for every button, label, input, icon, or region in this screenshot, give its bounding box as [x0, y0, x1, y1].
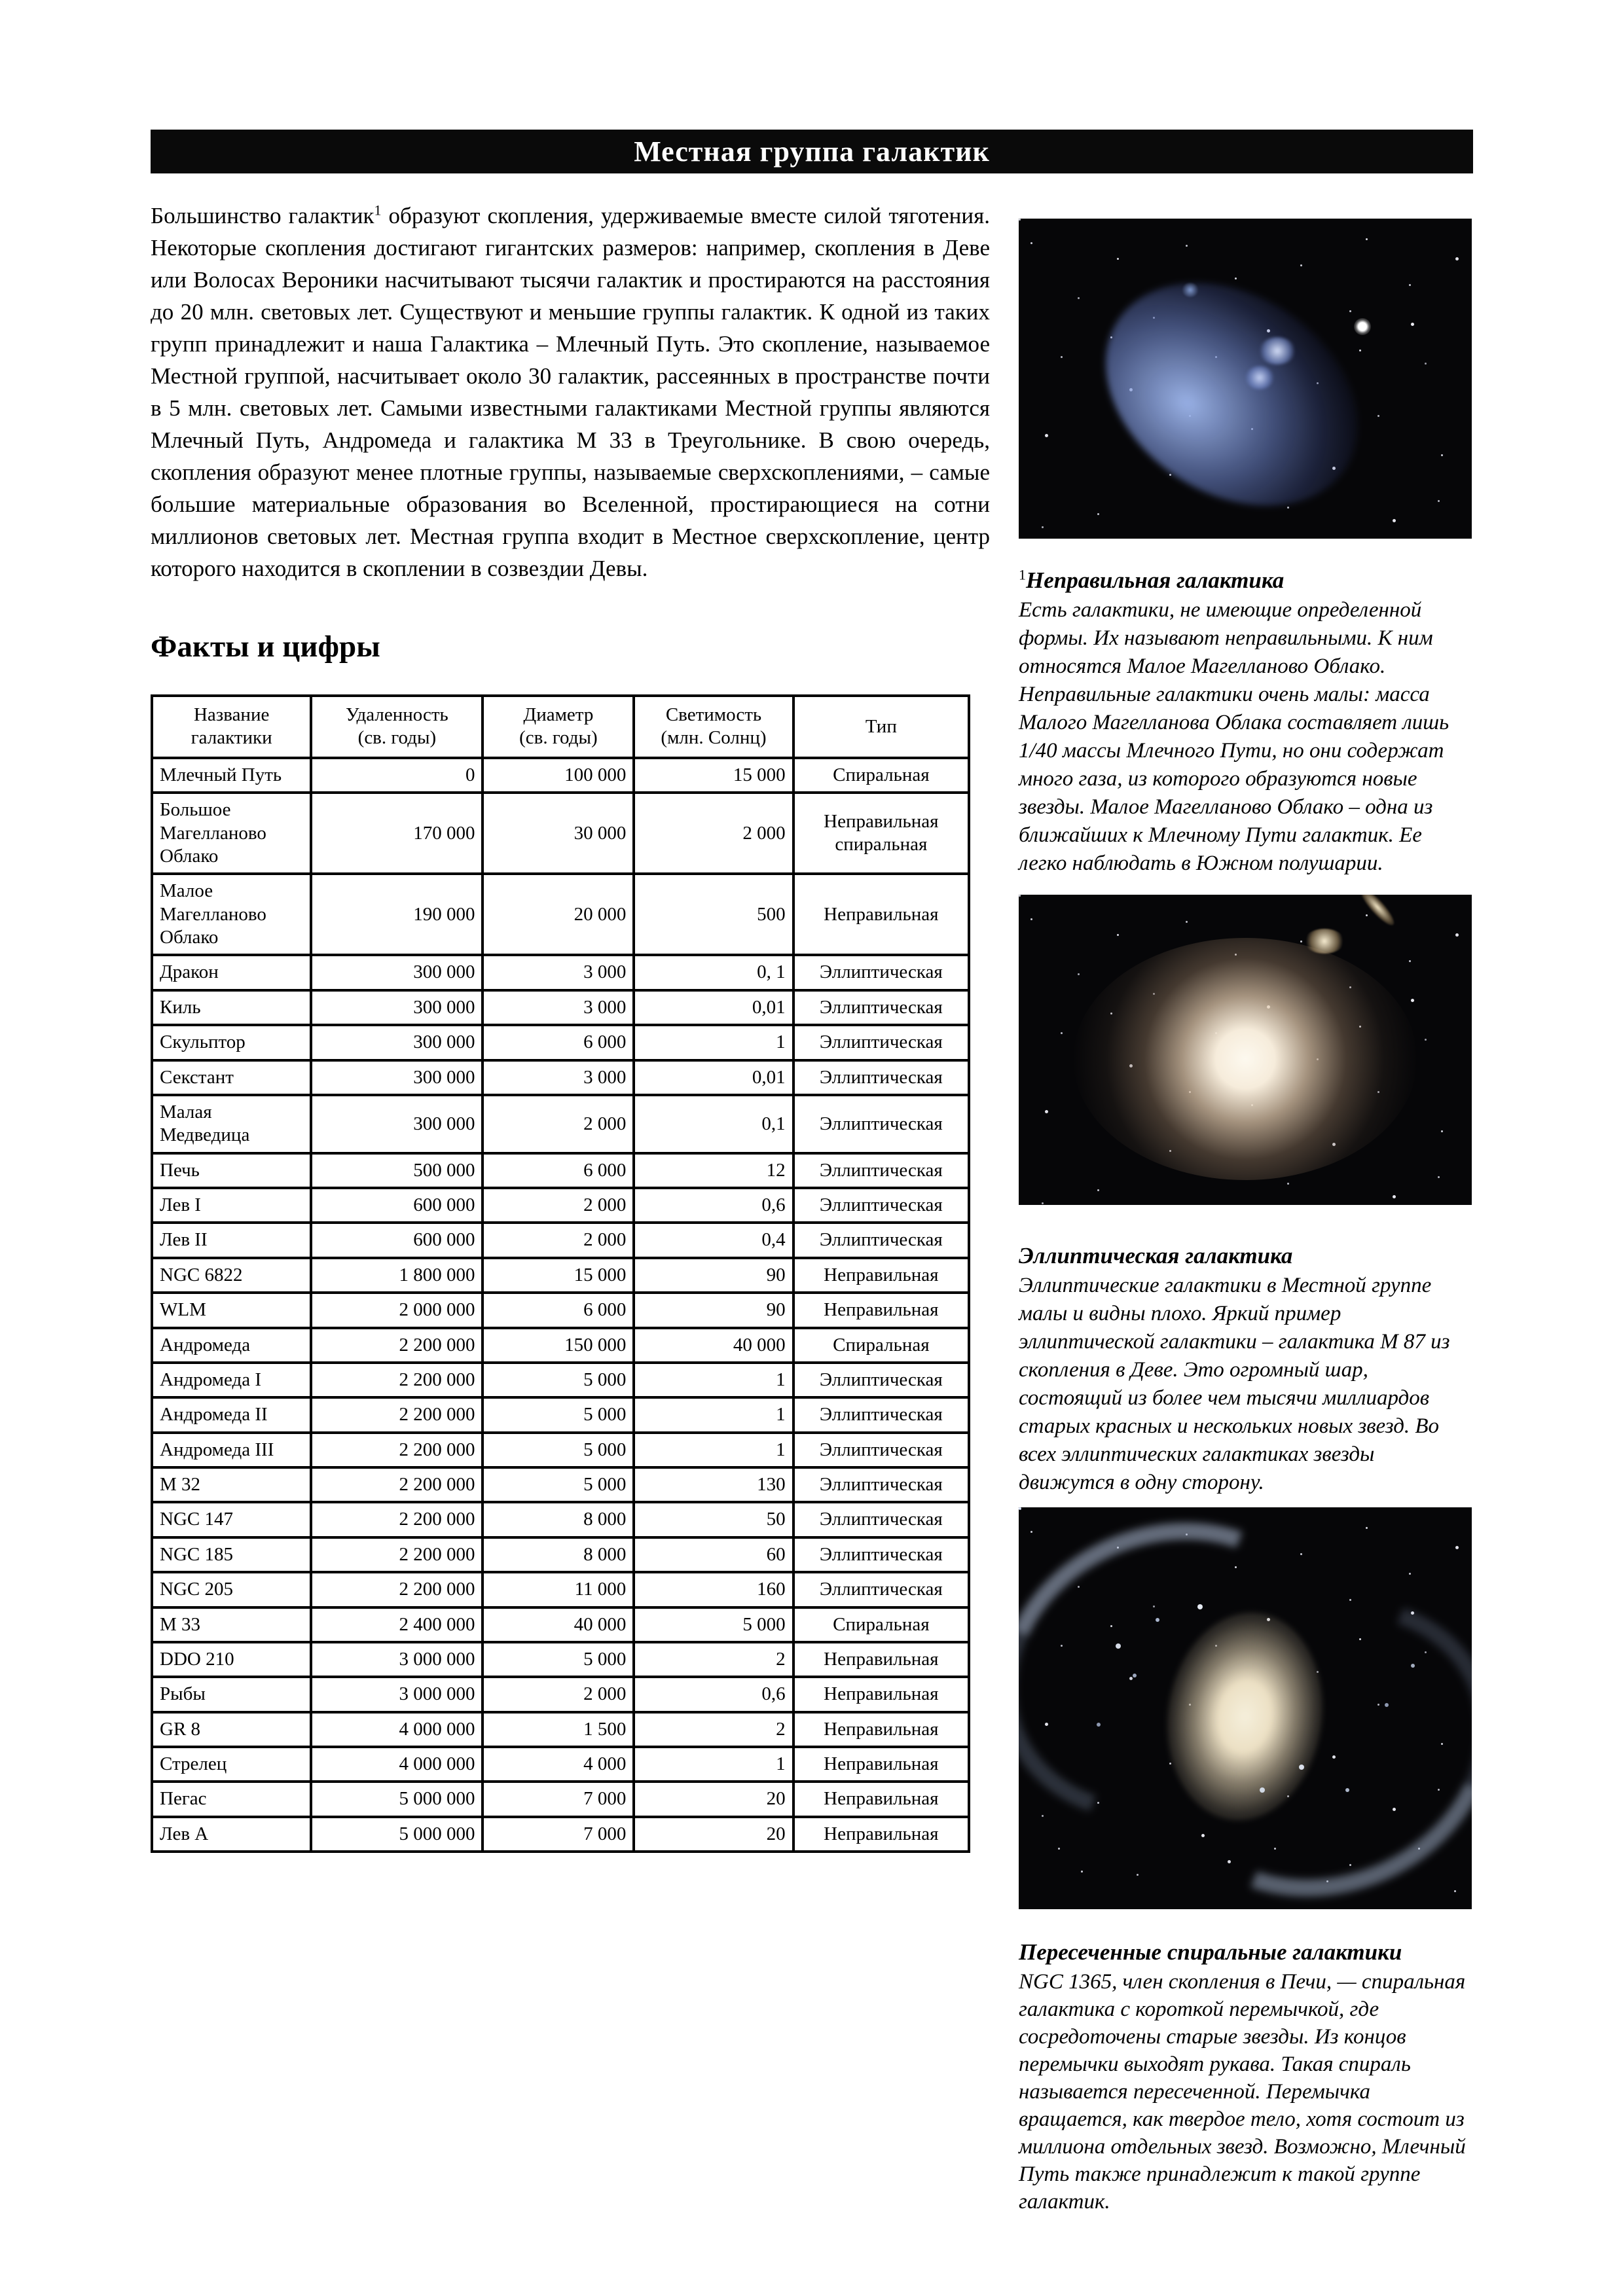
table-cell: Эллиптическая [793, 1363, 969, 1397]
table-cell: 2 400 000 [311, 1607, 483, 1642]
table-cell: 0,6 [634, 1677, 793, 1712]
table-cell: 1 [634, 1363, 793, 1397]
table-cell: 1 500 [483, 1712, 634, 1747]
galaxy-blob [1064, 238, 1400, 539]
table-row [152, 1572, 969, 1607]
intro-text-rest: образуют скопления, удерживаемые вместе силой тяготения. Некоторые скопления достигают гигантских размеров: например, скопления в Деве или Волосах Вероники насчитывают тысячи галактик и простираются на расстояния до 20 млн. световых лет. Существуют и меньшие группы галактик. К одной из таких групп принадлежит и наша Галактика – Млечный Путь. Это скопление, называемое Местной группой, насчитывает около 30 галактик, рассеянных в пространстве почти в 5 млн. световых лет. Самыми известными галактиками Местной группы являются Млечный Путь, Андромеда и галактика М 33 в Треугольнике. В свою очередь, скопления образуют менее плотные группы, называемые сверхскоплениями, – самые большие материальные образования во Вселенной, простирающиеся на сотни миллионов световых лет. Местная группа входит в Местное сверхскопление, центр которого находится в скоплении в созвездии Девы. [151, 203, 990, 581]
table-cell: 190 000 [311, 874, 483, 955]
table-cell: 8 000 [483, 1502, 634, 1537]
table-cell: 150 000 [483, 1328, 634, 1363]
table-cell: Эллиптическая [793, 1223, 969, 1257]
table-cell: 5 000 000 [311, 1817, 483, 1852]
table-row [152, 1747, 969, 1782]
table-cell: 1 800 000 [311, 1258, 483, 1293]
table-cell: 15 000 [634, 758, 793, 793]
main-column [151, 200, 990, 1853]
table-cell: Эллиптическая [793, 1397, 969, 1432]
table-cell: 1 [634, 1025, 793, 1060]
table-cell: 500 000 [311, 1153, 483, 1188]
table-cell: 90 [634, 1293, 793, 1327]
table-cell: 3 000 000 [311, 1677, 483, 1712]
barred-spiral-caption [1019, 1938, 1472, 2215]
table-cell: Неправильная спиральная [793, 793, 969, 874]
table-row [152, 1817, 969, 1852]
table-cell: Неправильная [793, 1817, 969, 1852]
facts-table [151, 694, 970, 1853]
table-cell: 5 000 [483, 1397, 634, 1432]
table-cell: 30 000 [483, 793, 634, 874]
irregular-galaxy-photo [1019, 219, 1472, 539]
table-header-row [152, 696, 969, 758]
table-row [152, 1328, 969, 1363]
table-cell: 0,4 [634, 1223, 793, 1257]
table-cell: Эллиптическая [793, 1467, 969, 1502]
table-cell: Пегас [152, 1782, 311, 1816]
table-cell: 0,01 [634, 1060, 793, 1095]
table-cell: Андромеда I [152, 1363, 311, 1397]
table-cell: 2 000 [483, 1095, 634, 1153]
table-cell: 0,6 [634, 1188, 793, 1223]
star-knots [1019, 1507, 1021, 1510]
table-cell: GR 8 [152, 1712, 311, 1747]
table-cell: Андромеда III [152, 1433, 311, 1467]
table-cell: 4 000 000 [311, 1712, 483, 1747]
table-cell: 5 000 [634, 1607, 793, 1642]
table-cell: 50 [634, 1502, 793, 1537]
table-cell: 2 200 000 [311, 1397, 483, 1432]
table-cell: 3 000 [483, 955, 634, 990]
table-row [152, 1188, 969, 1223]
table-cell: NGC 185 [152, 1537, 311, 1572]
title-bar [151, 130, 1473, 173]
table-cell: 90 [634, 1258, 793, 1293]
table-cell: Эллиптическая [793, 990, 969, 1025]
table-cell: 2 200 000 [311, 1572, 483, 1607]
table-cell: 600 000 [311, 1223, 483, 1257]
table-cell: 20 [634, 1817, 793, 1852]
table-row [152, 1642, 969, 1677]
table-cell: Эллиптическая [793, 1060, 969, 1095]
table-cell: М 33 [152, 1607, 311, 1642]
table-cell: 2 000 [483, 1188, 634, 1223]
table-cell: 500 [634, 874, 793, 955]
table-cell: 2 200 000 [311, 1433, 483, 1467]
table-cell: Эллиптическая [793, 1502, 969, 1537]
table-cell: NGC 205 [152, 1572, 311, 1607]
table-cell: Эллиптическая [793, 1153, 969, 1188]
footnote-marker: 1 [374, 202, 382, 219]
table-cell: 2 200 000 [311, 1363, 483, 1397]
table-header-cell: Диаметр (св. годы) [483, 696, 634, 758]
caption-heading-text: Неправильная галактика [1026, 567, 1285, 593]
table-cell: Эллиптическая [793, 1433, 969, 1467]
table-cell: NGC 147 [152, 1502, 311, 1537]
companion-galaxy [1304, 929, 1345, 954]
caption-heading-text: Пересеченные спиральные галактики [1019, 1939, 1402, 1965]
table-cell: WLM [152, 1293, 311, 1327]
table-cell: 130 [634, 1467, 793, 1502]
table-cell: 20 000 [483, 874, 634, 955]
table-cell: Эллиптическая [793, 1095, 969, 1153]
table-header-cell: Тип [793, 696, 969, 758]
table-row [152, 1712, 969, 1747]
intro-text-start: Большинство галактик [151, 203, 374, 228]
table-cell: 1 [634, 1397, 793, 1432]
table-cell: Млечный Путь [152, 758, 311, 793]
table-cell: Лев I [152, 1188, 311, 1223]
facts-heading: Факты и цифры [151, 630, 380, 664]
table-cell: 300 000 [311, 990, 483, 1025]
table-cell: 300 000 [311, 1060, 483, 1095]
table-cell: Андромеда II [152, 1397, 311, 1432]
table-cell: 600 000 [311, 1188, 483, 1223]
table-cell: 1 [634, 1433, 793, 1467]
table-row [152, 955, 969, 990]
table-cell: Малая Медведица [152, 1095, 311, 1153]
table-row [152, 1153, 969, 1188]
table-cell: 3 000 [483, 1060, 634, 1095]
table-row [152, 990, 969, 1025]
table-cell: 12 [634, 1153, 793, 1188]
bright-star [1354, 318, 1371, 335]
table-cell: 2 [634, 1642, 793, 1677]
table-cell: 11 000 [483, 1572, 634, 1607]
table-row [152, 1607, 969, 1642]
table-cell: 2 000 000 [311, 1293, 483, 1327]
irregular-galaxy-caption [1019, 566, 1472, 878]
table-cell: Неправильная [793, 1677, 969, 1712]
table-cell: 0 [311, 758, 483, 793]
table-cell: DDO 210 [152, 1642, 311, 1677]
table-cell: Печь [152, 1153, 311, 1188]
table-row [152, 1502, 969, 1537]
table-cell: 2 000 [483, 1677, 634, 1712]
table-row [152, 1467, 969, 1502]
table-cell: 160 [634, 1572, 793, 1607]
intro-paragraph [151, 200, 990, 584]
facts-table-body [152, 758, 969, 1852]
table-cell: 7 000 [483, 1817, 634, 1852]
table-cell: Эллиптическая [793, 1537, 969, 1572]
caption-text: NGC 1365, член скопления в Печи, — спиральная галактика с короткой перемычкой, где сосредоточены старые звезды. Из концов перемычки выходят рукава. Такая спираль называется пересеченной. Перемычка вращается, как твердое тело, хотя состоит из миллиона отдельных звезд. Возможно, Млечный Путь также принадлежит к такой группе галактик. [1019, 1970, 1466, 2214]
table-cell: Неправильная [793, 1712, 969, 1747]
table-cell: Эллиптическая [793, 1188, 969, 1223]
table-cell: Неправильная [793, 1293, 969, 1327]
table-cell: 60 [634, 1537, 793, 1572]
table-cell: 300 000 [311, 1025, 483, 1060]
table-row [152, 758, 969, 793]
table-row [152, 874, 969, 955]
table-cell: 15 000 [483, 1258, 634, 1293]
barred-spiral-galaxy-photo [1019, 1507, 1472, 1909]
companion-galaxy [1357, 895, 1398, 929]
table-cell: Неправильная [793, 1747, 969, 1782]
table-cell: Андромеда [152, 1328, 311, 1363]
table-cell: NGC 6822 [152, 1258, 311, 1293]
table-row [152, 1433, 969, 1467]
table-cell: Эллиптическая [793, 1572, 969, 1607]
galaxy-knot [1245, 366, 1274, 389]
table-cell: Лев А [152, 1817, 311, 1852]
table-cell: Скульптор [152, 1025, 311, 1060]
table-cell: 4 000 000 [311, 1747, 483, 1782]
table-cell: Спиральная [793, 1607, 969, 1642]
caption-heading-text: Эллиптическая галактика [1019, 1243, 1293, 1268]
table-cell: 300 000 [311, 1095, 483, 1153]
table-row [152, 1782, 969, 1816]
table-cell: Секстант [152, 1060, 311, 1095]
table-cell: 5 000 [483, 1467, 634, 1502]
table-cell: 1 [634, 1747, 793, 1782]
table-cell: Неправильная [793, 1782, 969, 1816]
table-cell: 6 000 [483, 1025, 634, 1060]
table-cell: Малое Магелланово Облако [152, 874, 311, 955]
table-row [152, 1293, 969, 1327]
table-cell: 6 000 [483, 1293, 634, 1327]
table-row [152, 1095, 969, 1153]
table-cell: Спиральная [793, 1328, 969, 1363]
table-cell: Эллиптическая [793, 955, 969, 990]
starfield [1019, 895, 1021, 897]
table-cell: Неправильная [793, 874, 969, 955]
table-cell: 6 000 [483, 1153, 634, 1188]
table-cell: 2 200 000 [311, 1328, 483, 1363]
table-cell: 0,1 [634, 1095, 793, 1153]
table-row [152, 1397, 969, 1432]
table-cell: 4 000 [483, 1747, 634, 1782]
facts-table-head [152, 696, 969, 758]
table-cell: 0,01 [634, 990, 793, 1025]
table-cell: 3 000 000 [311, 1642, 483, 1677]
table-header-cell: Удаленность (св. годы) [311, 696, 483, 758]
table-row [152, 793, 969, 874]
table-row [152, 1223, 969, 1257]
table-cell: 3 000 [483, 990, 634, 1025]
table-cell: 100 000 [483, 758, 634, 793]
table-cell: 300 000 [311, 955, 483, 990]
table-cell: 40 000 [483, 1607, 634, 1642]
table-cell: 7 000 [483, 1782, 634, 1816]
table-header-cell: Светимость (млн. Солнц) [634, 696, 793, 758]
table-row [152, 1537, 969, 1572]
caption-heading [1019, 1242, 1472, 1270]
table-cell: 2 200 000 [311, 1502, 483, 1537]
table-row [152, 1060, 969, 1095]
table-cell: 5 000 [483, 1642, 634, 1677]
caption-text: Есть галактики, не имеющие определенной формы. Их называют неправильными. К ним относятся Малое Магелланово Облако. Неправильные галактики очень малы: масса Малого Магелланова Облака составляет лишь 1/40 массы Млечного Пути, но они содержат много газа, из которого образуются новые звезды. Малое Магелланово Облако – одна из ближайших к Млечному Пути галактик. Ее легко наблюдать в Южном полушарии. [1019, 598, 1450, 875]
table-cell: Эллиптическая [793, 1025, 969, 1060]
table-cell: 0, 1 [634, 955, 793, 990]
table-cell: 5 000 [483, 1363, 634, 1397]
table-header-cell: Название галактики [152, 696, 311, 758]
table-row [152, 1025, 969, 1060]
table-cell: Киль [152, 990, 311, 1025]
table-cell: 5 000 000 [311, 1782, 483, 1816]
caption-heading [1019, 1938, 1472, 1967]
table-cell: 2 [634, 1712, 793, 1747]
table-cell: 2 200 000 [311, 1467, 483, 1502]
elliptical-galaxy-caption [1019, 1242, 1472, 1497]
starfield [1019, 219, 1021, 221]
table-cell: 20 [634, 1782, 793, 1816]
table-cell: Спиральная [793, 758, 969, 793]
table-cell: Неправильная [793, 1258, 969, 1293]
table-cell: 2 000 [483, 1223, 634, 1257]
footnote-ref: 1 [1019, 566, 1026, 583]
table-cell: 2 000 [634, 793, 793, 874]
elliptical-galaxy-photo [1019, 895, 1472, 1205]
table-cell: 2 200 000 [311, 1537, 483, 1572]
caption-heading [1019, 566, 1472, 595]
table-row [152, 1363, 969, 1397]
galaxy-spot [1182, 283, 1199, 297]
table-cell: 8 000 [483, 1537, 634, 1572]
table-cell: Неправильная [793, 1642, 969, 1677]
galaxy-knot [1259, 337, 1296, 365]
galaxy-glow [1073, 938, 1417, 1180]
table-cell: Стрелец [152, 1747, 311, 1782]
table-row [152, 1677, 969, 1712]
table-cell: Дракон [152, 955, 311, 990]
caption-text: Эллиптические галактики в Местной группе малы и видны плохо. Яркий пример эллиптической галактики – галактика М 87 из скопления в Деве. Это огромный шар, состоящий из более чем тысячи миллиардов старых красных и нескольких новых звезд. Во всех эллиптических галактиках звезды движутся в одну сторону. [1019, 1274, 1450, 1494]
table-cell: 170 000 [311, 793, 483, 874]
table-cell: Рыбы [152, 1677, 311, 1712]
figure-column [1019, 219, 1472, 2215]
table-cell: 5 000 [483, 1433, 634, 1467]
page-title: Местная группа галактик [634, 135, 990, 168]
table-row [152, 1258, 969, 1293]
table-cell: Лев II [152, 1223, 311, 1257]
table-cell: 40 000 [634, 1328, 793, 1363]
table-cell: М 32 [152, 1467, 311, 1502]
table-cell: Большое Магелланово Облако [152, 793, 311, 874]
